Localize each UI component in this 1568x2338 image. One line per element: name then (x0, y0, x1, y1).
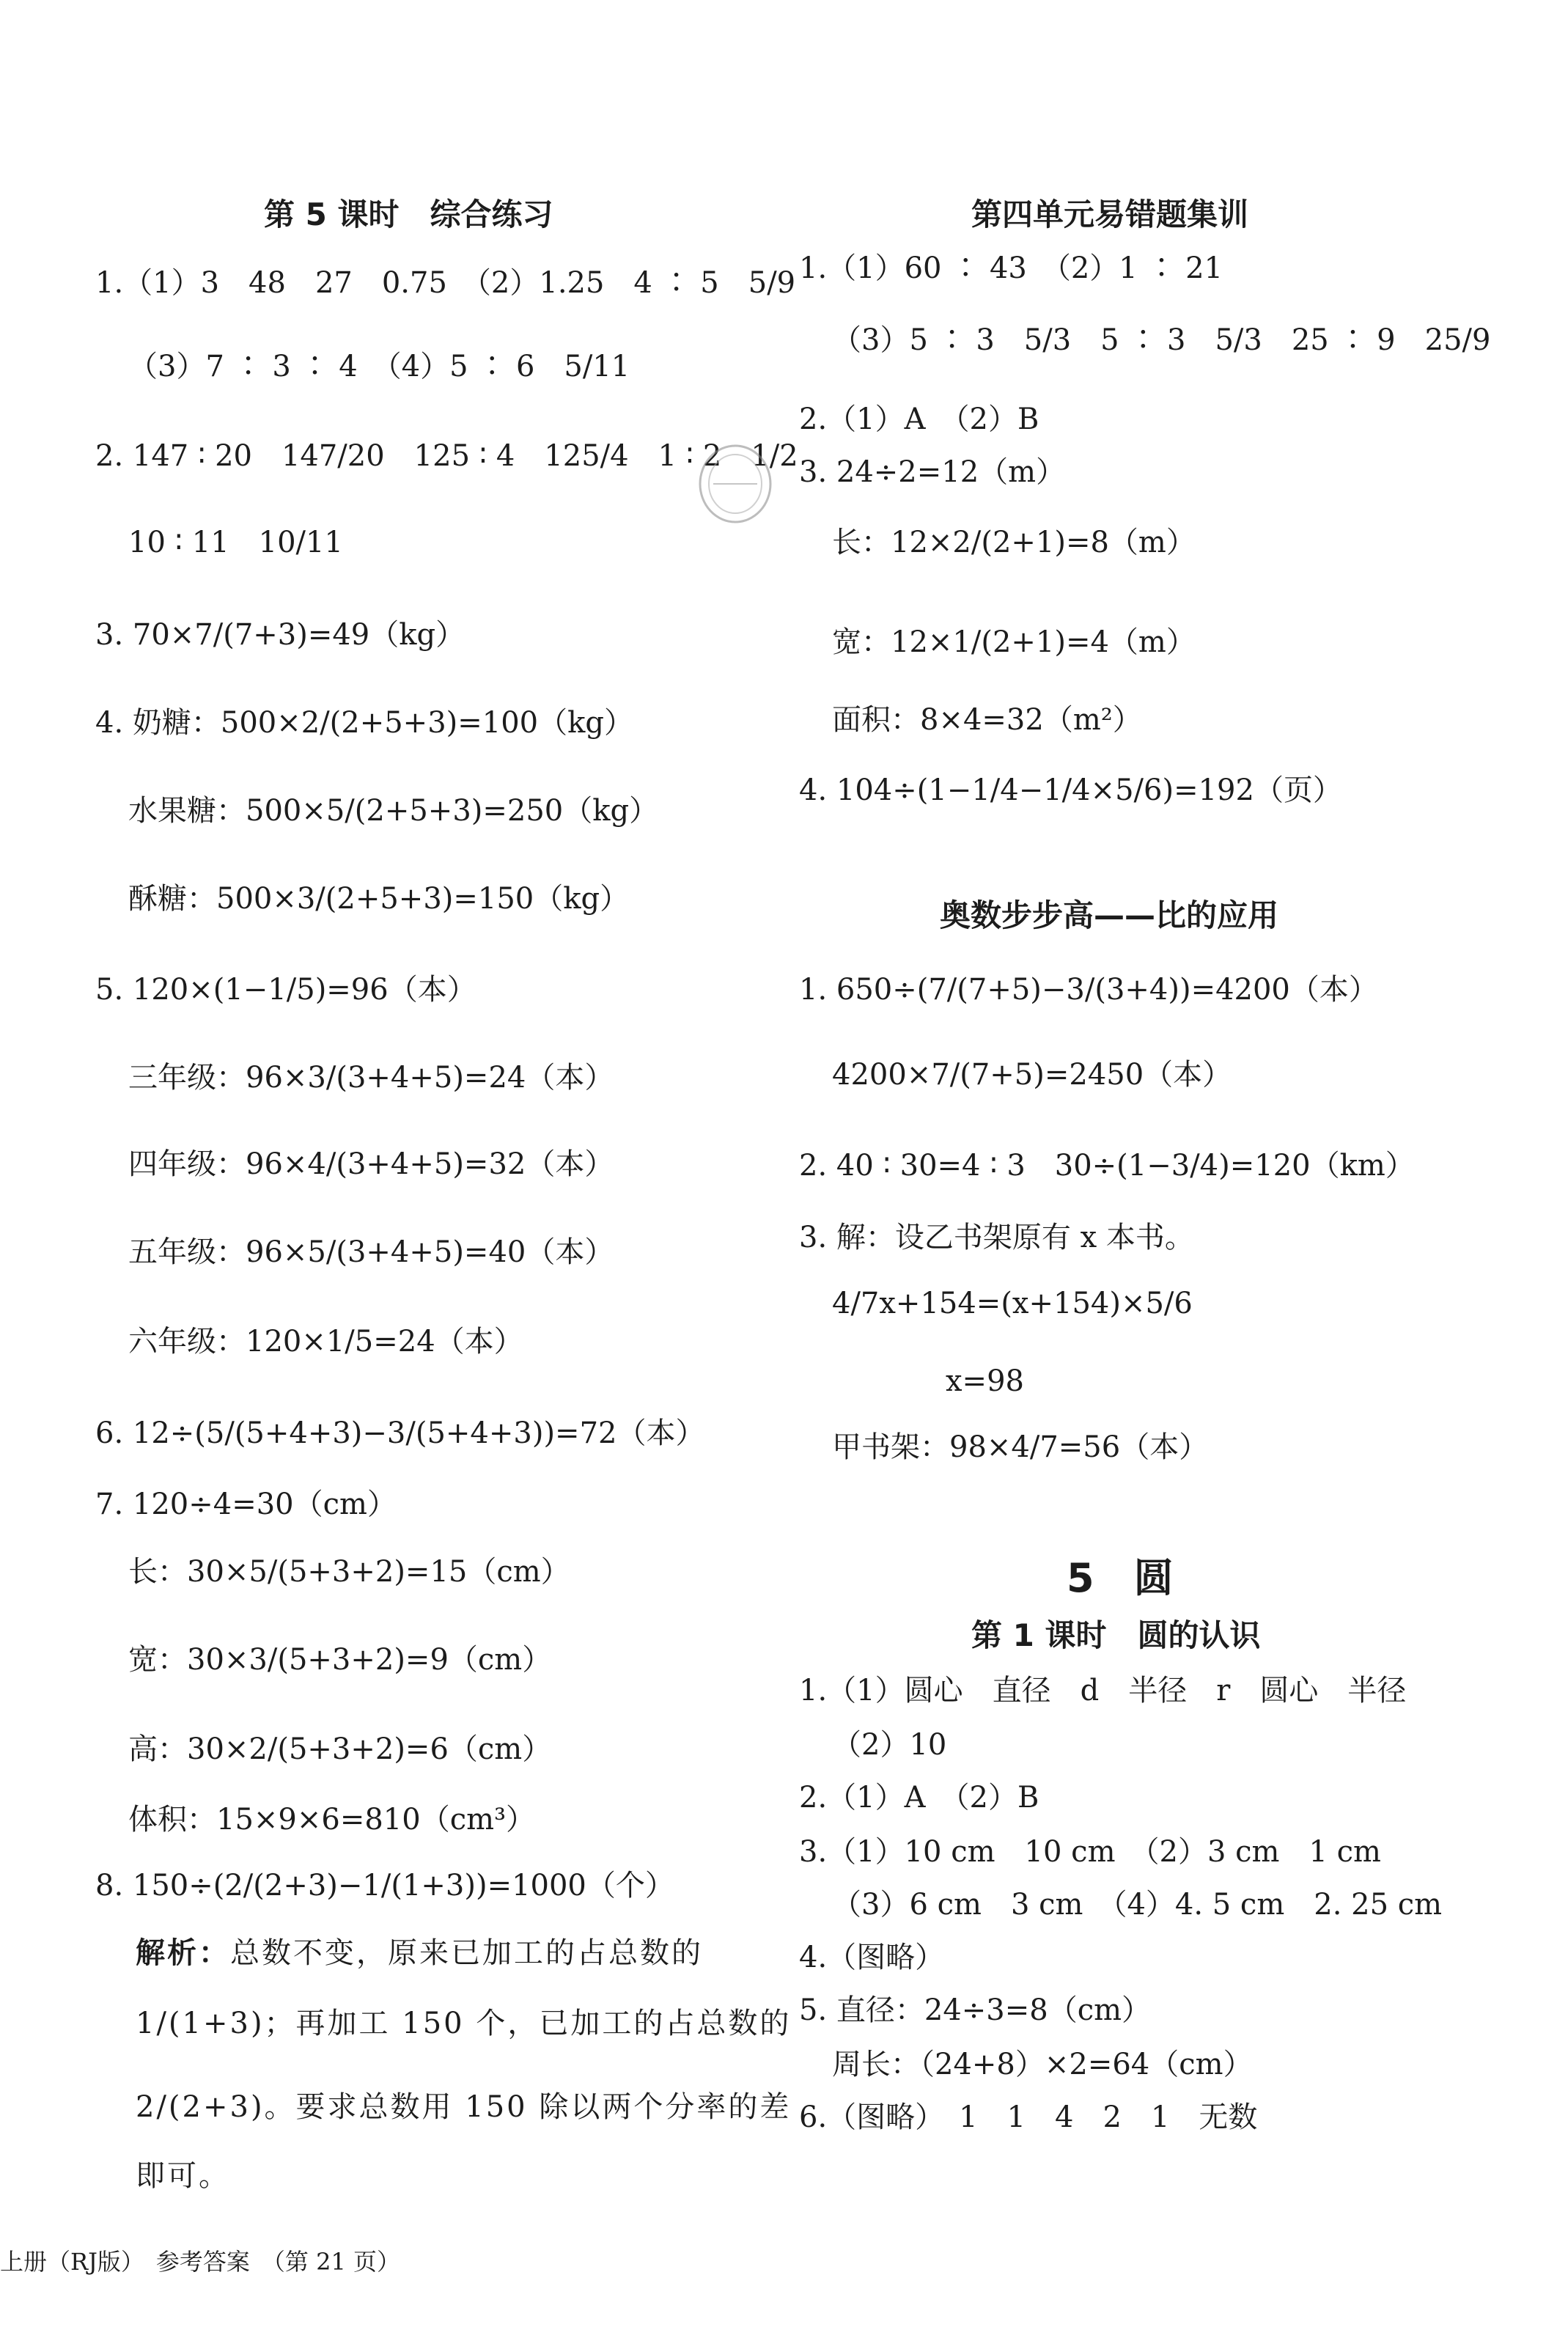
answer-line: 面积：8×4=32（m²） (832, 703, 1142, 737)
answer-line: （2）10 (832, 1728, 947, 1762)
answer-line: 酥糖：500×3/(2+5+3)=150（kg） (128, 882, 630, 916)
answer-line: 体积：15×9×6=810（cm³） (128, 1803, 536, 1837)
analysis-line: 即可。 (136, 2159, 230, 2193)
answer-line: 6.（图略） 1 1 4 2 1 无数 (799, 2100, 1258, 2134)
answer-line: 1.（1）圆心 直径 d 半径 r 圆心 半径 (799, 1674, 1407, 1707)
answer-line: （3）5 ∶ 3 5/3 5 ∶ 3 5/3 25 ∶ 9 25/9 (832, 323, 1491, 357)
answer-line: 2.（1）A （2）B (799, 402, 1039, 436)
answer-line: 3. 24÷2=12（m） (799, 455, 1066, 489)
answer-line: 宽：30×3/(5+3+2)=9（cm） (128, 1643, 552, 1677)
answer-line: 4200×7/(7+5)=2450（本） (832, 1058, 1232, 1092)
stamp-graphic (695, 440, 776, 528)
answer-line: 四年级：96×4/(3+4+5)=32（本） (128, 1147, 614, 1181)
answer-line: 甲书架：98×4/7=56（本） (832, 1430, 1209, 1464)
answer-line: 8. 150÷(2/(2+3)−1/(1+3))=1000（个） (95, 1869, 674, 1903)
answer-line: 3. 解：设乙书架原有 x 本书。 (799, 1221, 1194, 1254)
answer-line: 水果糖：500×5/(2+5+3)=250（kg） (128, 794, 659, 828)
answer-line: 2. 40 ∶ 30=4 ∶ 3 30÷(1−3/4)=120（km） (799, 1149, 1415, 1183)
answer-line: 10 ∶ 11 10/11 (128, 526, 343, 559)
answer-line: 4/7x+154=(x+154)×5/6 (832, 1287, 1193, 1320)
answer-line: 六年级：120×1/5=24（本） (128, 1325, 523, 1359)
answer-line: x=98 (946, 1364, 1024, 1398)
answer-line: 7. 120÷4=30（cm） (95, 1488, 397, 1521)
answer-line: 五年级：96×5/(3+4+5)=40（本） (128, 1235, 614, 1269)
page-footer: 上册（RJ版） 参考答案 （第 21 页） (0, 2248, 400, 2276)
answer-line: 1. 650÷(7/(7+5)−3/(3+4))=4200（本） (799, 973, 1378, 1007)
answer-line: 3.（1）10 cm 10 cm （2）3 cm 1 cm (799, 1835, 1381, 1869)
answer-line: 长：12×2/(2+1)=8（m） (832, 526, 1196, 559)
section-heading-unit4-review: 第四单元易错题集训 (971, 196, 1249, 232)
unit-title: 5 圆 (1067, 1555, 1174, 1601)
section-heading-lesson1: 第 1 课时 圆的认识 (971, 1617, 1261, 1653)
answer-line: 4. 104÷(1−1/4−1/4×5/6)=192（页） (799, 773, 1342, 807)
answer-line: 3. 70×7/(7+3)=49（kg） (95, 618, 465, 652)
section-heading-lesson5: 第 5 课时 综合练习 (264, 196, 553, 232)
section-heading-olympiad: 奥数步步高——比的应用 (940, 897, 1279, 933)
answer-line: 宽：12×1/(2+1)=4（m） (832, 625, 1196, 659)
analysis-text: 总数不变，原来已加工的占总数的 (230, 1936, 703, 1970)
answer-line: 长：30×5/(5+3+2)=15（cm） (128, 1555, 570, 1589)
answer-line: 6. 12÷(5/(5+4+3)−3/(5+4+3))=72（本） (95, 1416, 705, 1450)
answer-line: 4. 奶糖：500×2/(2+5+3)=100（kg） (95, 706, 633, 740)
analysis-line: 2/(2+3)。要求总数用 150 除以两个分率的差 (136, 2090, 792, 2124)
answer-line: （3）7 ∶ 3 ∶ 4 （4）5 ∶ 6 5/11 (128, 350, 630, 383)
answer-line: 2. 147 ∶ 20 147/20 125 ∶ 4 125/4 1 ∶ 2 1/2 (95, 439, 798, 473)
answer-line: （3）6 cm 3 cm （4）4. 5 cm 2. 25 cm (832, 1888, 1443, 1922)
answer-line: 4.（图略） (799, 1941, 945, 1974)
answer-line: 周长：（24+8）×2=64（cm） (832, 2048, 1253, 2081)
analysis-line: 1/(1+3)；再加工 150 个，已加工的占总数的 (136, 2007, 792, 2040)
analysis-line (136, 1938, 703, 1968)
answer-line: 高：30×2/(5+3+2)=6（cm） (128, 1732, 552, 1766)
answer-line: 三年级：96×3/(3+4+5)=24（本） (128, 1061, 614, 1095)
answer-line: 2.（1）A （2）B (799, 1781, 1039, 1815)
analysis-label: 解析： (136, 1936, 230, 1970)
answer-line: 5. 直径：24÷3=8（cm） (799, 1993, 1152, 2027)
answer-line: 5. 120×(1−1/5)=96（本） (95, 973, 476, 1007)
answer-line: 1.（1）60 ∶ 43 （2）1 ∶ 21 (799, 251, 1223, 285)
answer-line: 1.（1）3 48 27 0.75 （2）1.25 4 ∶ 5 5/9 (95, 266, 796, 300)
